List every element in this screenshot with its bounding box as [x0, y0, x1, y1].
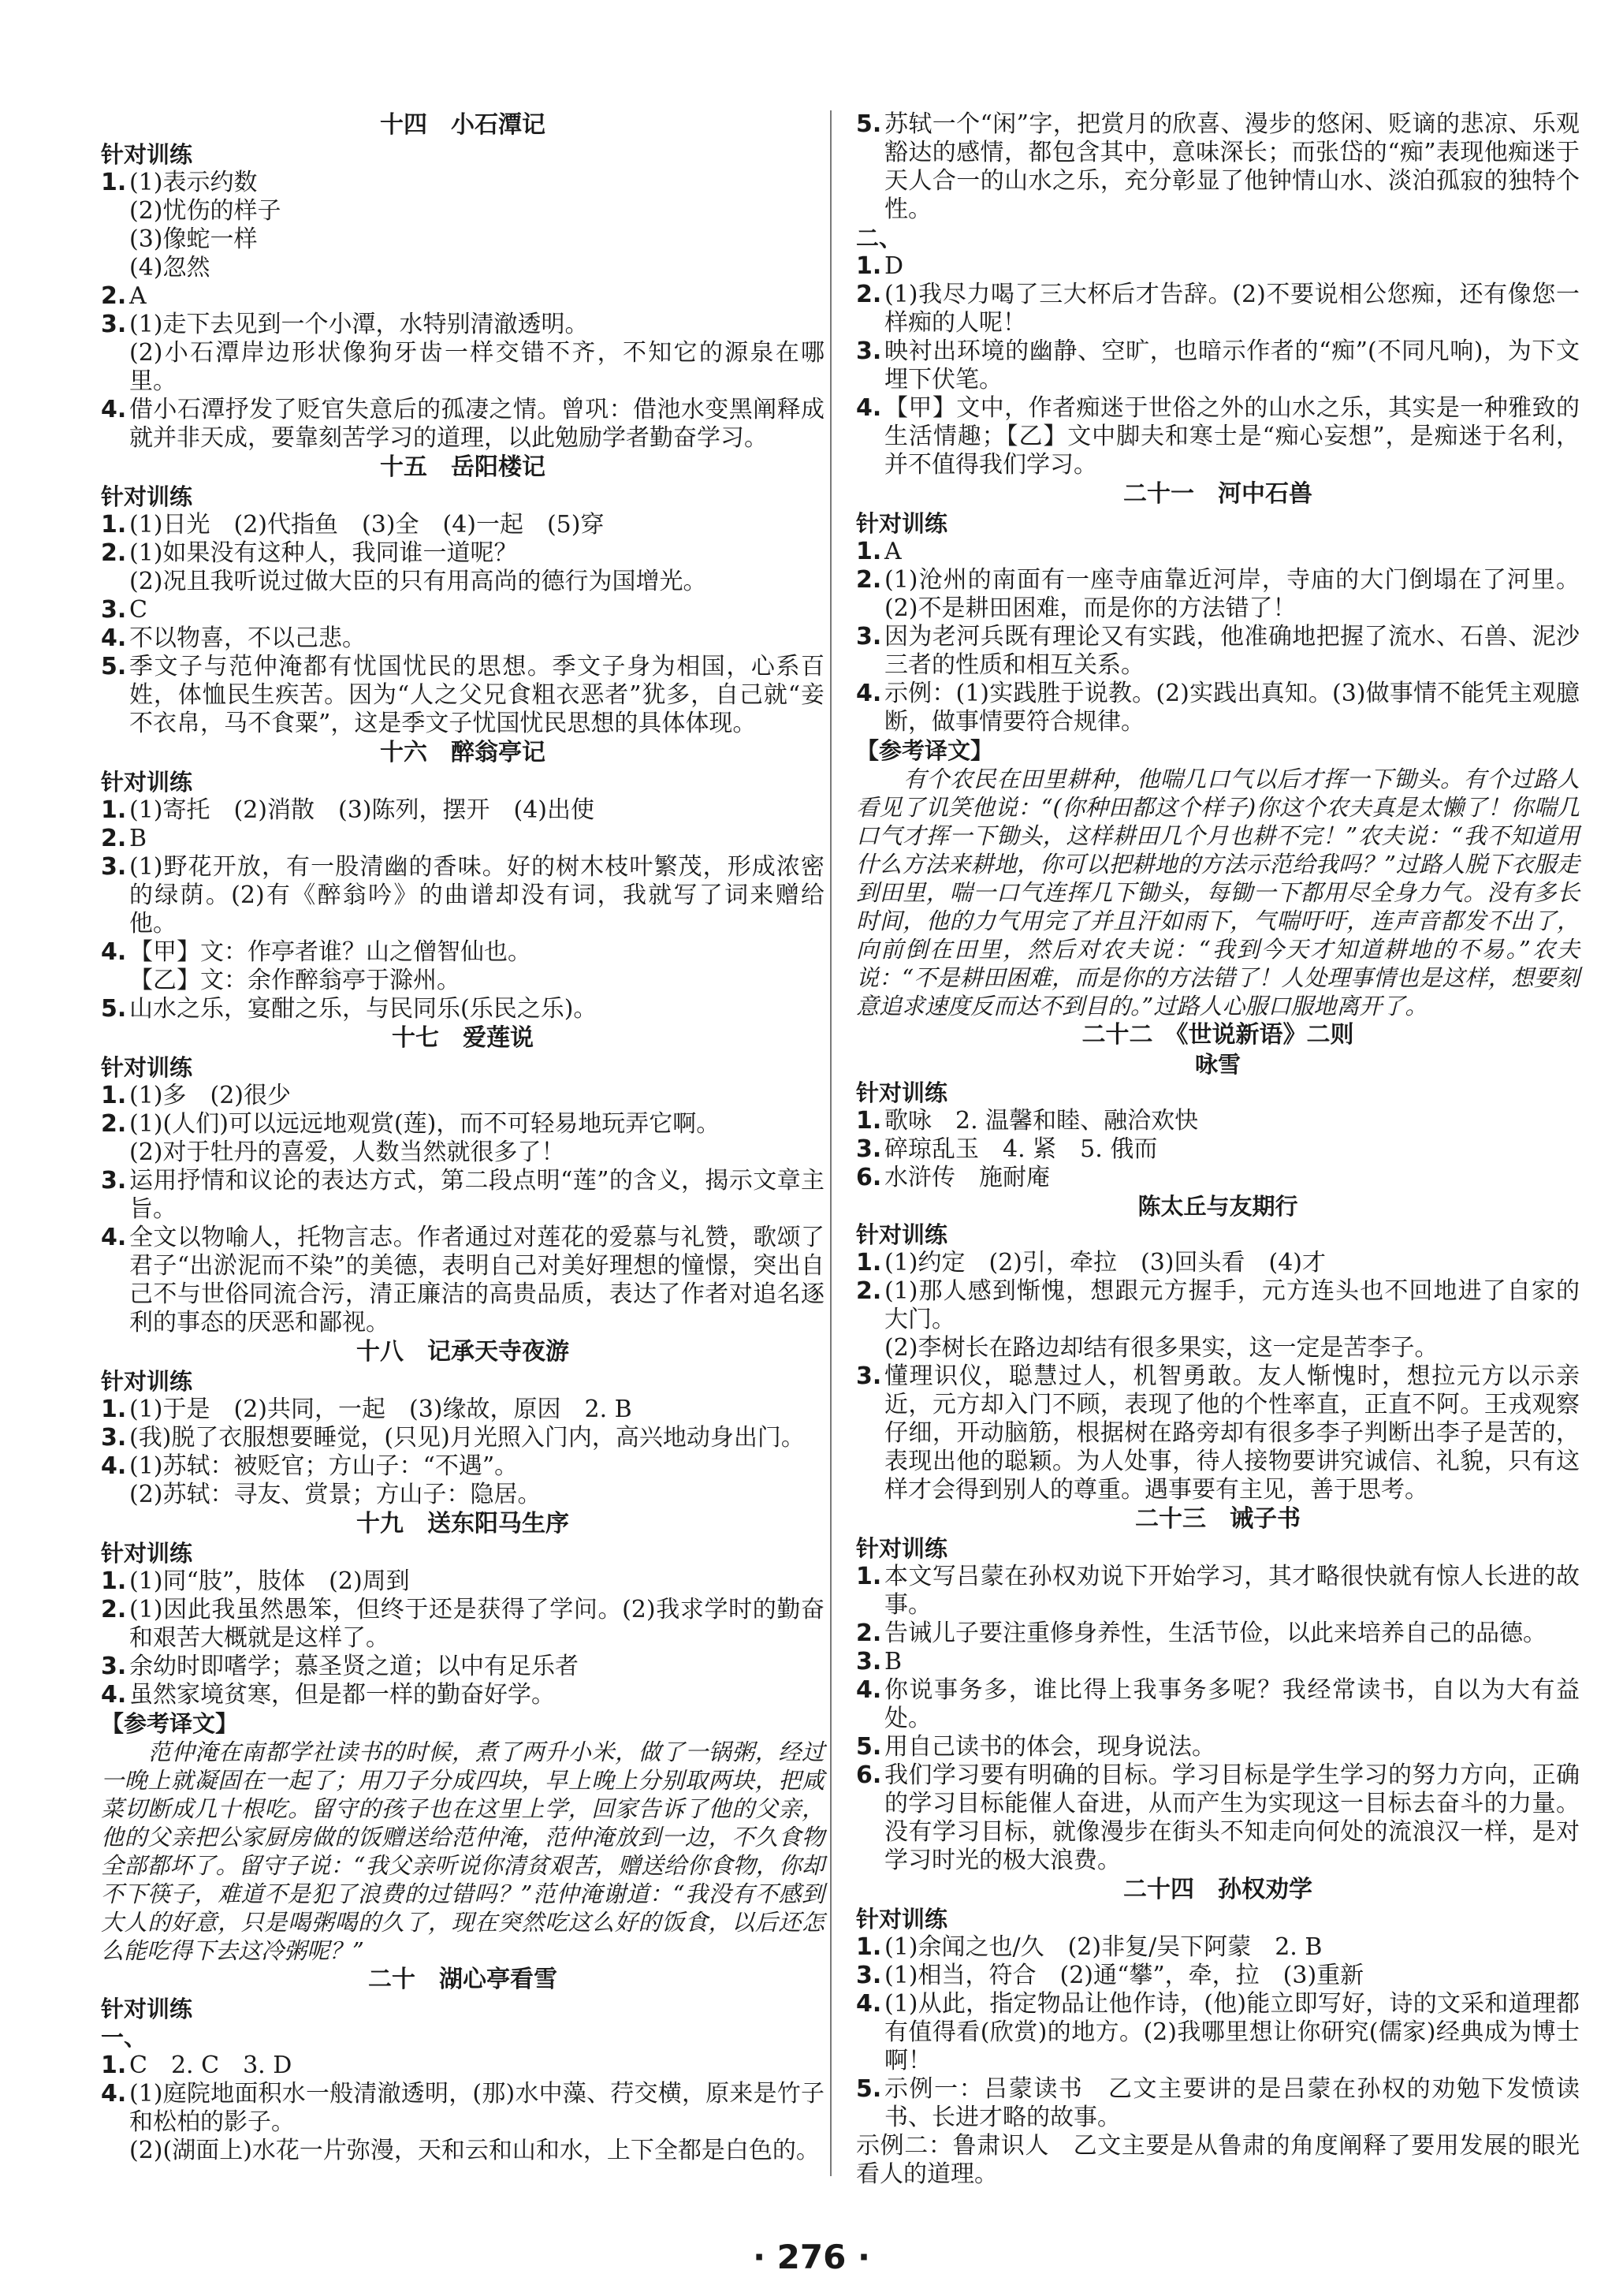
answer-text: (1)沧州的南面有一座寺庙靠近河岸，寺庙的大门倒塌在了河里。(2)不是耕田困难，而是你的方法错了！ — [884, 566, 1580, 622]
answer-number: 3. — [101, 1653, 127, 1680]
answer-item — [856, 566, 1580, 623]
answer-subpart: (2)忧伤的样子 — [129, 197, 281, 225]
answer-text: (1)(人们)可以远远地观赏(莲)，而不可轻易地玩弄它啊。 — [129, 1110, 720, 1138]
answer-text: 懂理识仪，聪慧过人，机智勇敢。友人惭愧时，想拉元方以示亲近，元方却入门不顾，表现了他的个性率直，正直不阿。王戎观察仔细，开动脑筋，根据树在路旁却有很多李子判断出李子是苦的，表现出他的聪颖。为人处事，待人接物要讲究诚信、礼貌，只有这样才会得到别人的尊重。遇事要有主见，善于思考。 — [884, 1362, 1580, 1504]
subsection-title: 咏雪 — [1194, 1051, 1241, 1078]
answer-item — [856, 1990, 1580, 2075]
section-title: 十七 爱莲说 — [392, 1024, 534, 1052]
answer-text: 余幼时即嗜学；慕圣贤之道；以中有足乐者 — [129, 1653, 579, 1680]
answer-item — [856, 281, 1580, 337]
answer-number: 2. — [856, 566, 882, 594]
page-number-dot-left: · — [753, 2238, 777, 2276]
answer-number: 6. — [856, 1164, 882, 1191]
answer-item — [856, 2075, 1580, 2132]
answer-number: 4. — [101, 624, 127, 652]
section-title: 十五 岳阳楼记 — [380, 453, 545, 481]
answer-text: (1)从此，指定物品让他作诗，(他)能立即写好，诗的文采和道理都有值得看(欣赏)的地方。(2)我哪里想让你研究(儒家)经典成为博士啊！ — [884, 1990, 1580, 2074]
answer-item — [101, 1596, 825, 1653]
page-number — [0, 2238, 1623, 2276]
answer-number: 2. — [101, 825, 127, 852]
section-title: 二十四 孙权劝学 — [1123, 1876, 1312, 1903]
answer-subpart: 【乙】文：余作醉翁亭于滁州。 — [129, 967, 460, 994]
answer-number: 6. — [856, 1761, 882, 1789]
answer-number: 2. — [101, 1110, 127, 1138]
answer-text: (1)苏轼：被贬官；方山子：“不遇”。 — [129, 1452, 519, 1480]
column-divider — [830, 110, 832, 2176]
answer-item — [856, 1249, 1580, 1277]
answer-text: (1)走下去见到一个小潭，水特别清澈透明。 — [129, 311, 589, 338]
answer-text: D — [884, 252, 904, 280]
answer-number: 4. — [101, 1224, 127, 1251]
answer-text: (1)同“肢”，肢体 (2)周到 — [129, 1567, 410, 1595]
answer-text: C — [129, 596, 147, 624]
answer-text: (1)相当，符合 (2)通“攀”，牵，拉 (3)重新 — [884, 1962, 1364, 1989]
reference-translation: 范仲淹在南都学社读书的时候，煮了两升小米，做了一锅粥，经过一晚上就凝固在一起了；用刀子分成四块，早上晚上分别取两块，把咸菜切断成几十根吃。留守的孩子也在这里上学，回家告诉了他的父亲，他的父亲把公家厨房做的饭赠送给范仲淹，范仲淹放到一边，不久食物全部都坏了。留守子说：“我父亲听说你清贫艰苦，赠送给你食物，你却不下筷子，难道不是犯了浪费的过错吗？”范仲淹谢道：“我没有不感到大人的好意，只是喝粥喝的久了，现在突然吃这么好的饭食，以后还怎么能吃得下去这冷粥呢？” — [101, 1739, 825, 1964]
exercise-label: 针对训练 — [101, 1996, 193, 2022]
answer-text: (1)那人感到惭愧，想跟元方握手，元方连头也不回地进了自家的大门。 — [884, 1277, 1580, 1333]
answer-number: 1. — [101, 2052, 127, 2079]
answer-subpart: (3)像蛇一样 — [129, 226, 258, 253]
answer-text: 示例一：吕蒙读书 乙文主要讲的是吕蒙在孙权的劝勉下发愤读书、长进才略的故事。 — [884, 2075, 1580, 2131]
answer-number: 3. — [101, 1167, 127, 1195]
answer-text: 不以物喜，不以己悲。 — [129, 624, 366, 652]
section-title: 十四 小石潭记 — [380, 111, 545, 139]
subsection-title: 陈太丘与友期行 — [1137, 1193, 1298, 1220]
answer-text: 苏轼一个“闲”字，把赏月的欣喜、漫步的悠闲、贬谪的悲凉、乐观豁达的感情，都包含其中，意味深长；而张岱的“痴”表现他痴迷于天人合一的山水之乐，充分彰显了他钟情山水、淡泊孤寂的独特个性。 — [884, 110, 1580, 223]
section-title: 二十三 诫子书 — [1135, 1505, 1301, 1533]
answer-item — [101, 511, 825, 539]
answer-text: (1)约定 (2)引，牵拉 (3)回头看 (4)才 — [884, 1249, 1326, 1277]
answer-subpart: (2)对于牡丹的喜爱，人数当然就很多了！ — [129, 1139, 565, 1166]
answer-number: 1. — [856, 538, 882, 565]
answer-number: 1. — [856, 1933, 882, 1961]
answer-number: 5. — [856, 1733, 882, 1761]
answer-item — [101, 539, 825, 568]
answer-item — [101, 825, 825, 853]
answer-subpart: (2)(湖面上)水花一片弥漫，天和云和山和水，上下全都是白色的。 — [129, 2137, 820, 2164]
answer-number: 3. — [856, 1648, 882, 1675]
answer-text: A — [884, 538, 902, 565]
answer-number: 5. — [101, 995, 127, 1023]
answer-item — [856, 1362, 1580, 1504]
answer-number: 3. — [856, 1962, 882, 1989]
answer-item — [101, 1681, 825, 1709]
answer-number: 4. — [101, 2080, 127, 2108]
answer-item — [856, 1933, 1580, 1962]
answer-item — [101, 1224, 825, 1337]
answer-text: B — [884, 1648, 903, 1675]
answer-text: (1)野花开放，有一股清幽的香味。好的树木枝叶繁茂，形成浓密的绿荫。(2)有《醉翁吟》的曲谱却没有词，我就写了词来赠给他。 — [129, 853, 825, 937]
answer-text: 全文以物喻人，托物言志。作者通过对莲花的爱慕与礼赞，歌颂了君子“出淤泥而不染”的美德，表明自己对美好理想的憧憬，突出自己不与世俗同流合污，清正廉洁的高贵品质，表达了作者对追名逐利的事态的厌恶和鄙视。 — [129, 1224, 825, 1336]
answer-item — [856, 538, 1580, 566]
answer-number: 4. — [101, 396, 127, 423]
answer-number: 2. — [101, 282, 127, 310]
reference-translation: 有个农民在田里耕种，他喘几口气以后才挥一下锄头。有个过路人看见了讥笑他说：“(你种田都这个样子)你这个农夫真是太懒了！你喘几口气才挥一下锄头，这样耕田几个月也耕不完！”农夫说：“我不知道用什么方法来耕地，你可以把耕地的方法示范给我吗？”过路人脱下衣服走到田里，喘一口气连挥几下锄头，每锄一下都用尽全身力气。没有多长时间，他的力气用完了并且汗如雨下，气喘吁吁，连声音都发不出了，向前倒在田里，然后对农夫说：“我到今天才知道耕地的不易。”农夫说：“不是耕田困难，而是你的方法错了！人处理事情也是这样，想要刻意追求速度反而达不到目的。”过路人心服口服地离开了。 — [856, 766, 1580, 1019]
answer-number: 3. — [101, 311, 127, 338]
answer-text: 运用抒情和议论的表达方式，第二段点明“莲”的含义，揭示文章主旨。 — [129, 1167, 825, 1223]
answer-item — [856, 110, 1580, 224]
answer-text: (1)表示约数 — [129, 169, 258, 196]
answer-item — [101, 396, 825, 453]
answer-item — [101, 1452, 825, 1481]
section-title: 十六 醉翁亭记 — [380, 739, 545, 766]
exercise-label: 针对训练 — [856, 1079, 948, 1106]
answer-item — [856, 1135, 1580, 1164]
answer-number: 2. — [856, 1620, 882, 1647]
exercise-label: 【参考译文】 — [101, 1710, 239, 1737]
answer-subpart: (2)况且我听说过做大臣的只有用高尚的德行为国增光。 — [129, 568, 707, 595]
answer-item — [101, 653, 825, 738]
part-marker: 一、 — [101, 2024, 147, 2051]
answer-text: 虽然家境贫寒，但是都一样的勤奋好学。 — [129, 1681, 555, 1709]
answer-item — [101, 1567, 825, 1596]
answer-text: 你说事务多，谁比得上我事务多呢？我经常读书，自以为大有益处。 — [884, 1676, 1580, 1732]
answer-number: 4. — [101, 1681, 127, 1709]
answer-number: 2. — [101, 539, 127, 567]
answer-item — [101, 1424, 825, 1452]
answer-number: 1. — [856, 1563, 882, 1590]
answer-number: 4. — [856, 680, 882, 707]
answer-number: 5. — [856, 2075, 882, 2103]
answer-number: 1. — [101, 796, 127, 824]
answer-subpart: (2)苏轼：寻友、赏景；方山子：隐居。 — [129, 1481, 542, 1508]
answer-text: (1)因此我虽然愚笨，但终于还是获得了学问。(2)我求学时的勤奋和艰苦大概就是这样了。 — [129, 1596, 825, 1652]
answer-number: 4. — [101, 938, 127, 966]
answer-item — [856, 1277, 1580, 1334]
answer-number: 1. — [856, 1249, 882, 1277]
answer-item — [856, 1676, 1580, 1733]
answer-item — [856, 1962, 1580, 1990]
answer-item — [101, 282, 825, 311]
answer-text: (1)如果没有这种人，我同谁一道呢？ — [129, 539, 518, 567]
answer-text: 示例：(1)实践胜于说教。(2)实践出真知。(3)做事情不能凭主观臆断，做事情要符合规律。 — [884, 680, 1580, 736]
answer-item — [856, 623, 1580, 680]
answer-number: 1. — [101, 169, 127, 196]
answer-number: 2. — [856, 1277, 882, 1305]
exercise-label: 【参考译文】 — [856, 737, 994, 764]
answer-number: 4. — [856, 1676, 882, 1704]
answer-text: (1)我尽力喝了三大杯后才告辞。(2)不要说相公您痴，还有像您一样痴的人呢！ — [884, 281, 1580, 337]
part-marker: 二、 — [856, 225, 903, 252]
section-title: 二十 湖心亭看雪 — [368, 1966, 557, 1993]
answer-text: (1)多 (2)很少 — [129, 1082, 291, 1109]
answer-number: 3. — [856, 623, 882, 650]
section-title: 二十二 《世说新语》二则 — [1081, 1021, 1354, 1049]
answer-item — [101, 169, 825, 197]
exercise-label: 针对训练 — [101, 141, 193, 168]
answer-text: A — [129, 282, 147, 310]
answer-text: (1)于是 (2)共同，一起 (3)缘故，原因 2. B — [129, 1396, 632, 1423]
answer-item — [101, 938, 825, 967]
answer-text: 我们学习要有明确的目标。学习目标是学生学习的努力方向，正确的学习目标能催人奋进，从而产生为实现这一目标去奋斗的力量。没有学习目标，就像漫步在街头不知走向何处的流浪汉一样，是对学习时光的极大浪费。 — [884, 1761, 1580, 1874]
answer-subpart: 示例二：鲁肃识人 乙文主要是从鲁肃的角度阐释了要用发展的眼光看人的道理。 — [856, 2132, 1580, 2188]
exercise-label: 针对训练 — [856, 510, 948, 537]
answer-text: (1)余闻之也/久 (2)非复/吴下阿蒙 2. B — [884, 1933, 1323, 1961]
section-title: 二十一 河中石兽 — [1123, 480, 1312, 508]
answer-item — [101, 311, 825, 339]
answer-number: 3. — [856, 1362, 882, 1390]
answer-item — [101, 853, 825, 938]
answer-text: 歌咏 2. 温馨和睦、融洽欢快 — [884, 1107, 1199, 1135]
exercise-label: 针对训练 — [101, 1368, 193, 1395]
answer-number: 1. — [101, 511, 127, 539]
left-column — [101, 110, 825, 2165]
answer-item — [856, 337, 1580, 394]
answer-text: (1)庭院地面积水一般清澈透明，(那)水中藻、荇交横，原来是竹子和松柏的影子。 — [129, 2080, 825, 2136]
answer-item — [101, 1396, 825, 1424]
answer-text: 用自己读书的体会，现身说法。 — [884, 1733, 1215, 1761]
answer-text: 水浒传 施耐庵 — [884, 1164, 1050, 1191]
answer-item — [856, 1620, 1580, 1648]
answer-number: 3. — [856, 337, 882, 365]
answer-item — [101, 1167, 825, 1224]
answer-number: 4. — [101, 1452, 127, 1480]
answer-text: 【甲】文中，作者痴迷于世俗之外的山水之乐，其实是一种雅致的生活情趣；【乙】文中脚夫和寒士是“痴心妄想”，是痴迷于名利，并不值得我们学习。 — [884, 394, 1580, 479]
answer-item — [101, 1653, 825, 1681]
answer-text: 山水之乐，宴酣之乐，与民同乐(乐民之乐)。 — [129, 995, 597, 1023]
exercise-label: 针对训练 — [101, 1054, 193, 1081]
answer-item — [101, 624, 825, 653]
answer-number: 1. — [856, 1107, 882, 1135]
answer-item — [101, 796, 825, 825]
answer-number: 3. — [101, 596, 127, 624]
section-title: 十八 记承天寺夜游 — [356, 1338, 569, 1366]
answer-number: 1. — [856, 252, 882, 280]
answer-item — [856, 1107, 1580, 1135]
section-title: 十九 送东阳马生序 — [356, 1510, 569, 1538]
answer-text: (1)寄托 (2)消散 (3)陈列，摆开 (4)出使 — [129, 796, 594, 824]
exercise-label: 针对训练 — [101, 769, 193, 796]
answer-number: 4. — [856, 394, 882, 422]
exercise-label: 针对训练 — [856, 1221, 948, 1248]
answer-text: 本文写吕蒙在孙权劝说下开始学习，其才略很快就有惊人长进的故事。 — [884, 1563, 1580, 1619]
answer-item — [101, 1082, 825, 1110]
answer-item — [856, 252, 1580, 281]
answer-item — [101, 596, 825, 624]
answer-text: 因为老河兵既有理论又有实践，他准确地把握了流水、石兽、泥沙三者的性质和相互关系。 — [884, 623, 1580, 679]
answer-subpart: (2)李树长在路边却结有很多果实，这一定是苦李子。 — [884, 1334, 1439, 1362]
answer-text: 碎琼乱玉 4. 紧 5. 俄而 — [884, 1135, 1158, 1163]
answer-item — [856, 394, 1580, 479]
answer-text: 映衬出环境的幽静、空旷，也暗示作者的“痴”(不同凡响)，为下文埋下伏笔。 — [884, 337, 1580, 393]
answer-subpart: (4)忽然 — [129, 254, 210, 281]
answer-text: B — [129, 825, 147, 852]
answer-item — [101, 2052, 825, 2080]
page-number-value: 276 — [776, 2238, 847, 2276]
answer-number: 3. — [101, 1424, 127, 1452]
exercise-label: 针对训练 — [856, 1535, 948, 1562]
answer-text: 季文子与范仲淹都有忧国忧民的思想。季文子身为相国，心系百姓，体恤民生疾苦。因为“人之父兄食粗衣恶者”犹多，自己就“妾不衣帛，马不食粟”，这是季文子忧国忧民思想的具体体现。 — [129, 653, 825, 737]
answer-number: 1. — [101, 1082, 127, 1109]
answer-number: 1. — [101, 1567, 127, 1595]
answer-number: 3. — [856, 1135, 882, 1163]
answer-number: 1. — [101, 1396, 127, 1423]
answer-item — [856, 1164, 1580, 1192]
answer-item — [101, 1110, 825, 1139]
page-number-dot-right: · — [846, 2238, 870, 2276]
answer-text: 【甲】文：作亭者谁？山之僧智仙也。 — [129, 938, 531, 966]
answer-text: (1)日光 (2)代指鱼 (3)全 (4)一起 (5)穿 — [129, 511, 605, 539]
right-column — [856, 110, 1580, 2189]
answer-item — [856, 1761, 1580, 1875]
answer-text: C 2. C 3. D — [129, 2052, 292, 2079]
answer-item — [856, 1733, 1580, 1761]
answer-item — [856, 1648, 1580, 1676]
exercise-label: 针对训练 — [101, 1540, 193, 1567]
answer-item — [856, 680, 1580, 736]
answer-text: (我)脱了衣服想要睡觉，(只见)月光照入门内，高兴地动身出门。 — [129, 1424, 805, 1452]
exercise-label: 针对训练 — [101, 483, 193, 510]
answer-number: 2. — [101, 1596, 127, 1623]
answer-subpart: (2)小石潭岸边形状像狗牙齿一样交错不齐，不知它的源泉在哪里。 — [129, 339, 825, 395]
answer-number: 2. — [856, 281, 882, 308]
answer-number: 5. — [856, 110, 882, 138]
answer-number: 4. — [856, 1990, 882, 2018]
answer-text: 借小石潭抒发了贬官失意后的孤凄之情。曾巩：借池水变黑阐释成就并非天成，要靠刻苦学习的道理，以此勉励学者勤奋学习。 — [129, 396, 825, 452]
answer-item — [101, 2080, 825, 2137]
exercise-label: 针对训练 — [856, 1906, 948, 1933]
answer-number: 3. — [101, 853, 127, 881]
answer-item — [856, 1563, 1580, 1620]
answer-number: 5. — [101, 653, 127, 680]
answer-text: 告诫儿子要注重修身养性，生活节俭，以此来培养自己的品德。 — [884, 1620, 1547, 1647]
answer-item — [101, 995, 825, 1023]
